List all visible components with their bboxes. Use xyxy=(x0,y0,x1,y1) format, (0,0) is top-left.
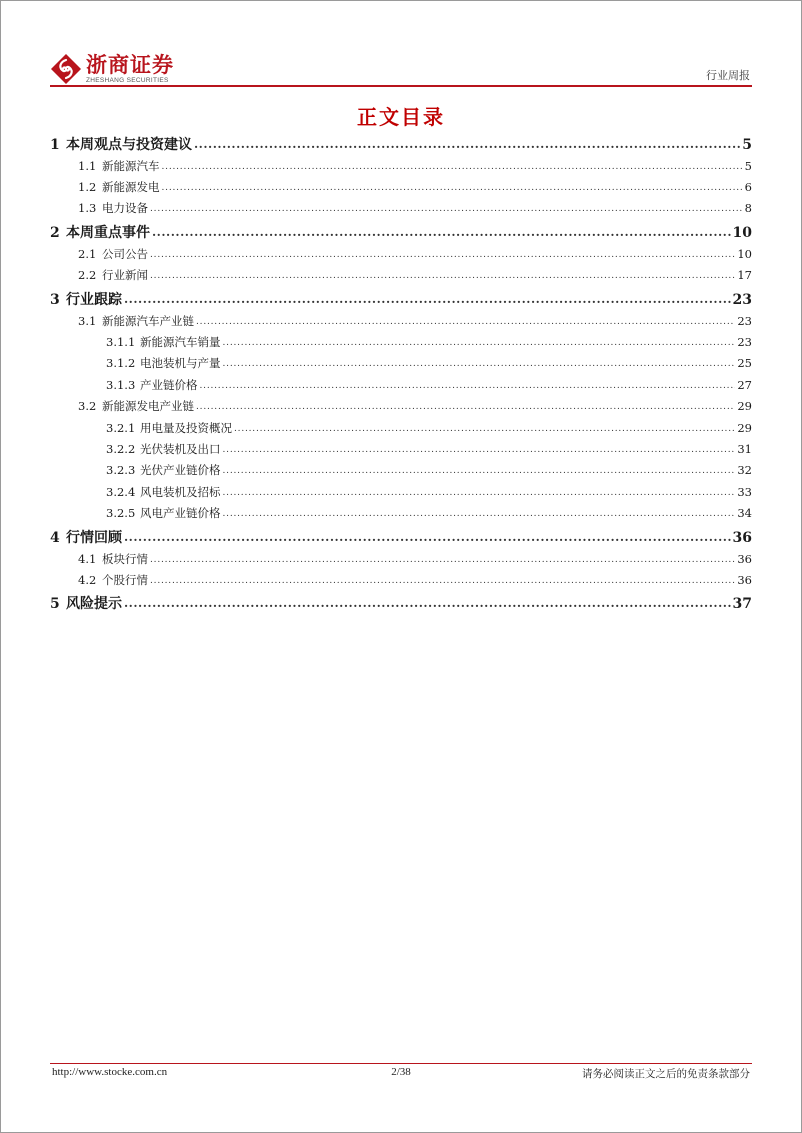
toc-entry[interactable] xyxy=(50,420,752,440)
toc-entry[interactable] xyxy=(50,179,752,199)
toc-entry-number: 3.2.2 xyxy=(106,442,136,456)
toc-entry-label: 风电装机及招标 xyxy=(140,485,221,499)
toc-entry-page: 25 xyxy=(737,356,752,370)
toc-entry[interactable] xyxy=(50,441,752,461)
toc-entry-number: 4.1 xyxy=(78,552,97,566)
toc-entry-label: 光伏装机及出口 xyxy=(140,442,221,456)
toc-entry-number: 4 xyxy=(50,530,60,546)
toc-entry[interactable] xyxy=(50,158,752,178)
toc-entry-number: 4.2 xyxy=(78,573,97,587)
toc-entry-number: 1.1 xyxy=(78,159,97,173)
toc-entry[interactable] xyxy=(50,222,752,244)
toc-entry[interactable] xyxy=(50,484,752,504)
toc-entry-label: 行业新闻 xyxy=(102,268,148,282)
toc-entry-label: 风险提示 xyxy=(66,596,122,612)
footer-divider xyxy=(50,1063,752,1064)
toc-entry[interactable] xyxy=(50,134,752,156)
toc-entry-number: 3.2.5 xyxy=(106,506,136,520)
toc-entry[interactable] xyxy=(50,289,752,311)
toc-entry[interactable] xyxy=(50,398,752,418)
toc-entry-page: 23 xyxy=(737,335,752,349)
toc-dot-leader xyxy=(223,506,736,518)
toc-entry-number: 2.2 xyxy=(78,268,97,282)
toc-dot-leader xyxy=(196,314,735,326)
toc-entry[interactable] xyxy=(50,462,752,482)
toc-title: 正文目录 xyxy=(357,105,445,129)
toc-dot-leader xyxy=(124,594,731,608)
toc-entry-label: 板块行情 xyxy=(102,552,148,566)
logo-english-name: ZHESHANG SECURITIES xyxy=(86,76,169,84)
toc-entry-number: 1 xyxy=(50,137,60,153)
header-divider xyxy=(50,85,752,87)
toc-entry-number: 3.1.2 xyxy=(106,356,136,370)
toc-entry[interactable] xyxy=(50,246,752,266)
toc-entry-label: 新能源汽车 xyxy=(102,159,160,173)
toc-entry-label: 新能源汽车产业链 xyxy=(102,314,194,328)
toc-entry[interactable] xyxy=(50,551,752,571)
toc-entry-number: 2.1 xyxy=(78,247,97,261)
toc-entry[interactable] xyxy=(50,572,752,592)
toc-entry-number: 3.2.1 xyxy=(106,421,136,435)
toc-entry-label: 本周重点事件 xyxy=(66,225,150,241)
toc-entry-page: 32 xyxy=(737,463,752,477)
toc-dot-leader xyxy=(200,378,736,390)
disclaimer-note: 请务必阅读正文之后的免责条款部分 xyxy=(582,1068,750,1080)
toc-entry-page: 29 xyxy=(737,421,752,435)
toc-entry-page: 36 xyxy=(737,552,752,566)
toc-entry[interactable] xyxy=(50,200,752,220)
toc-entry-page: 23 xyxy=(732,292,752,308)
toc-dot-leader xyxy=(223,485,736,497)
toc-entry-number: 3.2.3 xyxy=(106,463,136,477)
toc-entry-number: 3.1.1 xyxy=(106,335,136,349)
toc-entry[interactable] xyxy=(50,505,752,525)
toc-entry-number: 3.1 xyxy=(78,314,97,328)
toc-entry-number: 3 xyxy=(50,292,60,308)
toc-dot-leader xyxy=(223,442,736,454)
toc-entry-label: 行情回顾 xyxy=(66,530,122,546)
toc-entry-label: 本周观点与投资建议 xyxy=(66,137,192,153)
toc-entry-page: 27 xyxy=(737,378,752,392)
toc-entry-number: 2 xyxy=(50,225,60,241)
toc-entry-page: 5 xyxy=(742,137,752,153)
toc-entry-page: 31 xyxy=(737,442,752,456)
toc-entry-page: 6 xyxy=(744,180,752,194)
toc-entry-label: 行业跟踪 xyxy=(66,292,122,308)
toc-dot-leader xyxy=(124,528,731,542)
toc-entry-label: 个股行情 xyxy=(102,573,148,587)
toc-dot-leader xyxy=(223,335,736,347)
toc-entry-label: 光伏产业链价格 xyxy=(140,463,221,477)
toc-entry[interactable] xyxy=(50,593,752,615)
toc-entry-page: 37 xyxy=(732,596,752,612)
toc-entry-label: 电池装机与产量 xyxy=(140,356,221,370)
toc-entry-page: 10 xyxy=(737,247,752,261)
toc-dot-leader xyxy=(150,201,743,213)
toc-entry-number: 1.3 xyxy=(78,201,97,215)
toc-entry-label: 新能源发电 xyxy=(102,180,160,194)
toc-entry[interactable] xyxy=(50,377,752,397)
toc-entry-page: 36 xyxy=(732,530,752,546)
page-indicator: 2/38 xyxy=(391,1066,411,1078)
toc-entry-page: 23 xyxy=(737,314,752,328)
toc-entry[interactable] xyxy=(50,527,752,549)
toc-entry-label: 风电产业链价格 xyxy=(140,506,221,520)
toc-dot-leader xyxy=(162,159,743,171)
toc-entry-label: 新能源发电产业链 xyxy=(102,399,194,413)
toc-entry-page: 29 xyxy=(737,399,752,413)
toc-dot-leader xyxy=(162,180,743,192)
logo-chinese-name: 浙商证券 xyxy=(86,52,174,77)
toc-entry-label: 产业链价格 xyxy=(140,378,198,392)
toc-dot-leader xyxy=(234,421,735,433)
toc-entry-number: 5 xyxy=(50,596,60,612)
toc-entry-label: 新能源汽车销量 xyxy=(140,335,221,349)
toc-entry[interactable] xyxy=(50,313,752,333)
toc-dot-leader xyxy=(150,552,735,564)
toc-entry-number: 3.2.4 xyxy=(106,485,136,499)
toc-entry-page: 8 xyxy=(744,201,752,215)
toc-dot-leader xyxy=(124,290,731,304)
toc-entry-label: 电力设备 xyxy=(102,201,148,215)
toc-entry-page: 10 xyxy=(732,225,752,241)
zheshang-logo-icon xyxy=(50,53,82,85)
toc-entry-page: 36 xyxy=(737,573,752,587)
toc-dot-leader xyxy=(150,268,735,280)
toc-entry[interactable] xyxy=(50,267,752,287)
toc-dot-leader xyxy=(150,573,735,585)
toc-entry[interactable] xyxy=(50,355,752,375)
toc-dot-leader xyxy=(152,223,731,237)
toc-entry-number: 1.2 xyxy=(78,180,97,194)
toc-entry-number: 3.2 xyxy=(78,399,97,413)
toc-entry-label: 公司公告 xyxy=(102,247,148,261)
toc-dot-leader xyxy=(223,356,736,368)
toc-dot-leader xyxy=(196,399,735,411)
toc-entry-page: 33 xyxy=(737,485,752,499)
toc-entry-label: 用电量及投资概况 xyxy=(140,421,232,435)
brand-logo xyxy=(50,52,174,86)
report-type: 行业周报 xyxy=(706,69,750,82)
toc-dot-leader xyxy=(223,463,736,475)
toc-dot-leader xyxy=(194,135,740,149)
toc-entry-page: 34 xyxy=(737,506,752,520)
toc-entry-number: 3.1.3 xyxy=(106,378,136,392)
toc-entry[interactable] xyxy=(50,334,752,354)
toc-entry-page: 5 xyxy=(744,159,752,173)
footer-url[interactable]: http://www.stocke.com.cn xyxy=(52,1066,168,1078)
toc-entry-page: 17 xyxy=(737,268,752,282)
toc-dot-leader xyxy=(150,247,735,259)
